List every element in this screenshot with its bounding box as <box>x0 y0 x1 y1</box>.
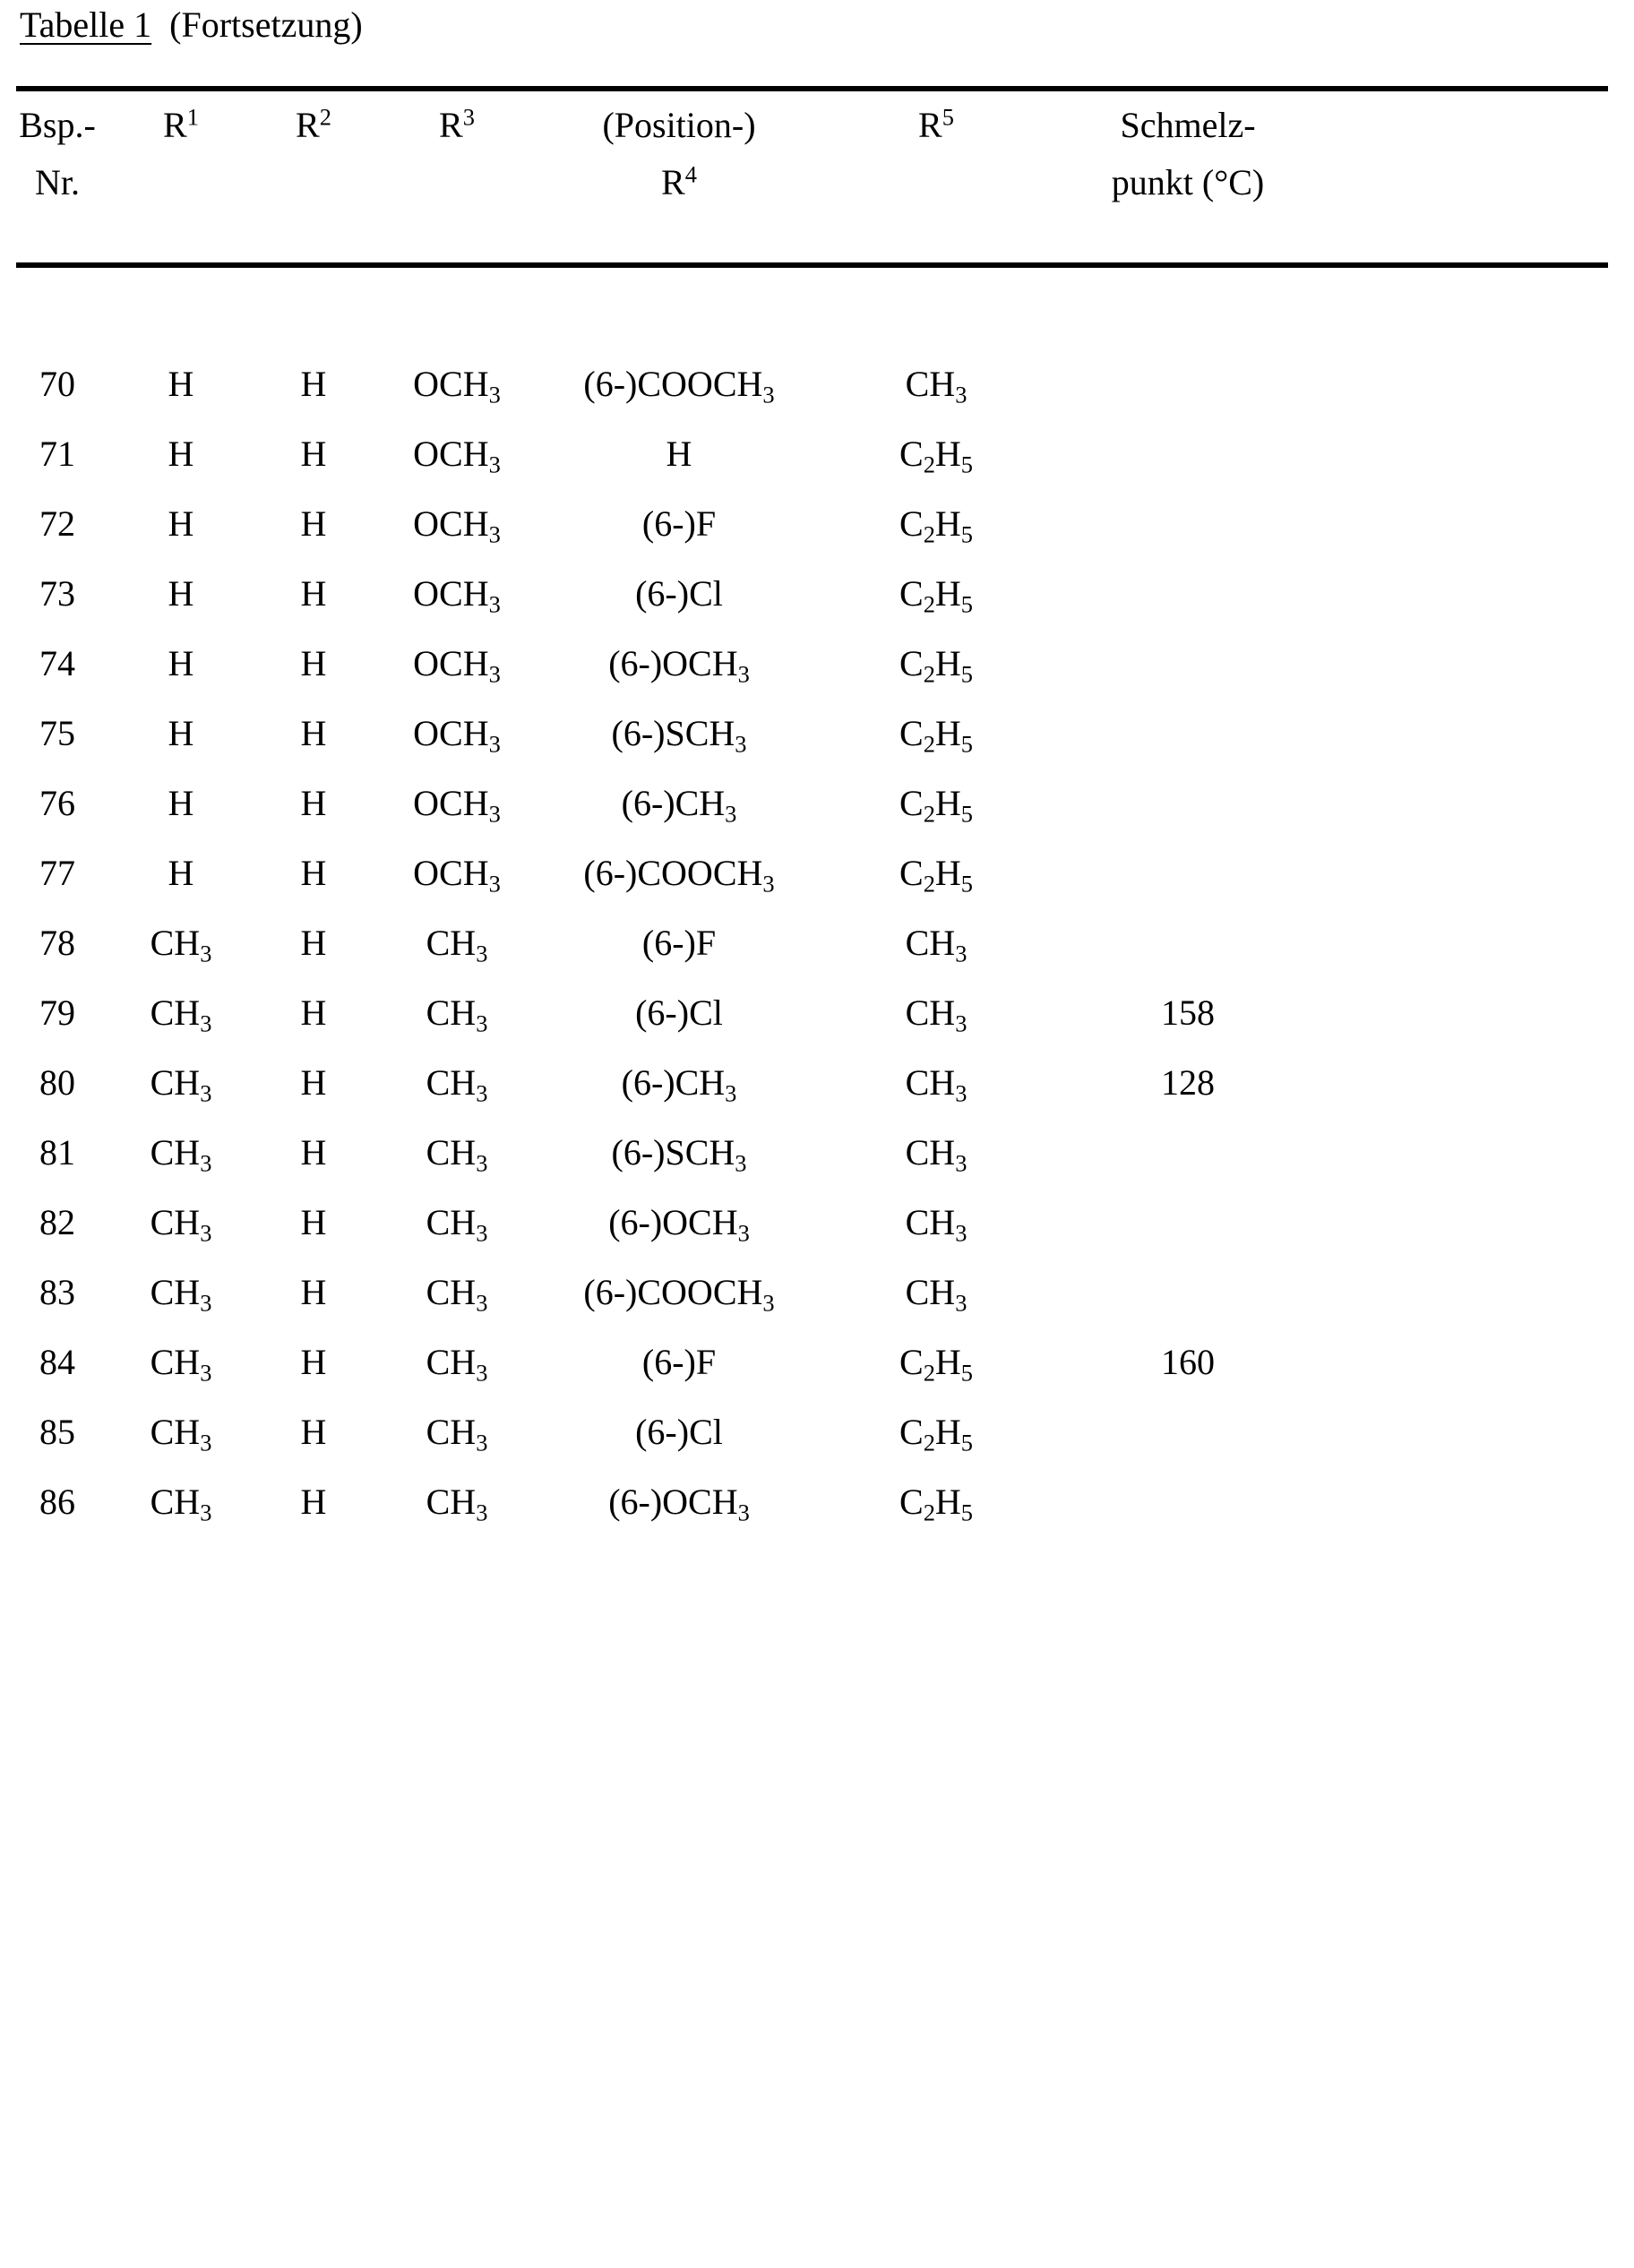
cell-pad <box>1328 838 1634 908</box>
cell-mp <box>1048 699 1328 769</box>
cell-r5: $CH_3$ <box>905 923 968 967</box>
table-row <box>0 1118 1634 1188</box>
cell-r1: $CH_3$ <box>150 1272 212 1317</box>
cell-r2: H <box>300 923 327 963</box>
col-header-bsp-nr-text2: Nr. <box>35 162 80 202</box>
cell-pad <box>1328 1188 1634 1258</box>
cell-r5: $CH_3$ <box>905 992 968 1037</box>
cell-r4: H <box>666 434 692 474</box>
table-header-grid <box>0 97 1634 211</box>
cell-mp <box>1048 1258 1328 1327</box>
col-header-position <box>534 97 824 154</box>
table-header <box>0 97 1634 258</box>
cell-pad <box>1328 978 1634 1048</box>
cell-r5: $C_2H_5$ <box>899 853 973 898</box>
cell-r4: $(6-)CH_3$ <box>621 1062 737 1107</box>
cell-r5: $C_2H_5$ <box>899 643 973 688</box>
cell-r3: $CH_3$ <box>426 1062 488 1107</box>
cell-mp <box>1048 1188 1328 1258</box>
table-header-row-1 <box>0 97 1634 154</box>
cell-r4: (6-)Cl <box>635 573 723 614</box>
cell-r4: $(6-)SCH_3$ <box>611 1132 747 1177</box>
cell-mp <box>1048 419 1328 489</box>
cell-r4: $(6-)OCH_3$ <box>608 643 750 688</box>
cell-r3: $CH_3$ <box>426 992 488 1037</box>
header-top-rule <box>16 86 1608 91</box>
cell-r4: (6-)Cl <box>635 1412 723 1452</box>
cell-mp <box>1048 1467 1328 1537</box>
cell-r2: H <box>300 1342 327 1382</box>
table-body-grid <box>0 296 1634 1537</box>
cell-r2: H <box>300 1202 327 1242</box>
cell-mp <box>1048 908 1328 978</box>
col-header-r2-line2 <box>247 154 380 211</box>
cell-r3: $CH_3$ <box>426 1412 488 1456</box>
cell-pad <box>1328 1258 1634 1327</box>
col-header-r4-superscript: 4 <box>684 160 697 188</box>
table-row <box>0 1397 1634 1467</box>
cell-r2: H <box>300 992 327 1033</box>
cell-r5: $C_2H_5$ <box>899 1482 973 1526</box>
cell-r3: $CH_3$ <box>426 923 488 967</box>
cell-nr: 85 <box>39 1412 75 1452</box>
cell-pad <box>1328 1467 1634 1537</box>
col-header-r2-text: R <box>296 105 320 145</box>
cell-mp <box>1048 559 1328 629</box>
table-row <box>0 489 1634 559</box>
header-pad-cell-2 <box>1328 154 1634 211</box>
cell-r2: H <box>300 783 327 823</box>
cell-r4: (6-)F <box>641 503 717 544</box>
cell-r3: $CH_3$ <box>426 1202 488 1247</box>
table-caption-title: Tabelle 1 <box>20 4 152 45</box>
cell-pad <box>1328 908 1634 978</box>
cell-r5: $CH_3$ <box>905 1202 968 1247</box>
cell-r1: H <box>168 783 194 823</box>
cell-nr: 76 <box>39 783 75 823</box>
cell-nr: 82 <box>39 1202 75 1242</box>
cell-r2: H <box>300 503 327 544</box>
cell-mp <box>1048 769 1328 838</box>
col-header-r1-text: R <box>163 105 187 145</box>
cell-r1: H <box>168 713 194 753</box>
col-header-bsp-nr-text: Bsp.- <box>19 105 96 145</box>
cell-pad <box>1328 629 1634 699</box>
col-header-melting-point-line2 <box>1048 154 1328 211</box>
cell-nr: 70 <box>39 364 75 404</box>
col-header-r5 <box>824 97 1048 154</box>
cell-r2: H <box>300 1412 327 1452</box>
cell-r2: H <box>300 1132 327 1173</box>
col-header-r5-line2 <box>824 154 1048 211</box>
cell-r1: H <box>168 643 194 683</box>
cell-r4: (6-)F <box>641 1342 717 1382</box>
cell-pad <box>1328 1048 1634 1118</box>
col-header-r3-text: R <box>439 105 463 145</box>
col-header-melting-point-text2: punkt (°C) <box>1111 162 1265 202</box>
cell-r1: H <box>168 434 194 474</box>
cell-pad <box>1328 699 1634 769</box>
cell-nr: 81 <box>39 1132 75 1173</box>
cell-r3: $CH_3$ <box>426 1132 488 1177</box>
cell-r1: $CH_3$ <box>150 1482 212 1526</box>
cell-r4: $(6-)COOCH_3$ <box>583 1272 775 1317</box>
cell-r5: $C_2H_5$ <box>899 783 973 828</box>
cell-pad <box>1328 419 1634 489</box>
col-header-r2 <box>247 97 380 154</box>
cell-pad <box>1328 559 1634 629</box>
col-header-r3 <box>380 97 534 154</box>
cell-r4: $(6-)OCH_3$ <box>608 1482 750 1526</box>
cell-nr: 80 <box>39 1062 75 1103</box>
cell-r2: H <box>300 434 327 474</box>
table-body-spacer <box>0 296 1634 349</box>
cell-r3: $OCH_3$ <box>413 434 501 478</box>
cell-nr: 73 <box>39 573 75 614</box>
cell-r3: $OCH_3$ <box>413 713 501 758</box>
cell-r1: $CH_3$ <box>150 992 212 1037</box>
table-row <box>0 1258 1634 1327</box>
cell-r3: $CH_3$ <box>426 1272 488 1317</box>
cell-r4: $(6-)COOCH_3$ <box>583 364 775 408</box>
cell-r5: $C_2H_5$ <box>899 1412 973 1456</box>
cell-r2: H <box>300 643 327 683</box>
table-row <box>0 699 1634 769</box>
cell-r1: $CH_3$ <box>150 1062 212 1107</box>
cell-mp <box>1048 1397 1328 1467</box>
cell-pad <box>1328 1327 1634 1397</box>
cell-r2: H <box>300 1482 327 1522</box>
col-header-r5-text: R <box>918 105 942 145</box>
table-row <box>0 559 1634 629</box>
col-header-r1 <box>115 97 247 154</box>
cell-r3: $OCH_3$ <box>413 503 501 548</box>
table-header-row-2 <box>0 154 1634 211</box>
cell-r4: $(6-)COOCH_3$ <box>583 853 775 898</box>
cell-r1: H <box>168 853 194 893</box>
col-header-r4-text: R <box>661 162 685 202</box>
cell-r1: H <box>168 364 194 404</box>
col-header-melting-point-text1: Schmelz- <box>1120 105 1256 145</box>
cell-r1: $CH_3$ <box>150 1202 212 1247</box>
cell-r5: $C_2H_5$ <box>899 1342 973 1387</box>
header-pad-cell <box>1328 97 1634 154</box>
cell-r1: $CH_3$ <box>150 1132 212 1177</box>
cell-pad <box>1328 1397 1634 1467</box>
table-row <box>0 1188 1634 1258</box>
cell-r3: $OCH_3$ <box>413 364 501 408</box>
cell-r5: $CH_3$ <box>905 1272 968 1317</box>
cell-nr: 75 <box>39 713 75 753</box>
cell-mp: 160 <box>1161 1342 1215 1382</box>
table-row <box>0 838 1634 908</box>
cell-pad <box>1328 1118 1634 1188</box>
table-row <box>0 419 1634 489</box>
table-caption-suffix: (Fortsetzung) <box>169 4 363 45</box>
cell-nr: 83 <box>39 1272 75 1312</box>
cell-nr: 77 <box>39 853 75 893</box>
cell-pad <box>1328 769 1634 838</box>
cell-nr: 79 <box>39 992 75 1033</box>
cell-nr: 74 <box>39 643 75 683</box>
cell-mp <box>1048 629 1328 699</box>
table-row <box>0 1048 1634 1118</box>
cell-pad <box>1328 489 1634 559</box>
cell-r5: $C_2H_5$ <box>899 573 973 618</box>
cell-r4: $(6-)SCH_3$ <box>611 713 747 758</box>
cell-mp <box>1048 1118 1328 1188</box>
cell-r5: $C_2H_5$ <box>899 503 973 548</box>
table-row <box>0 1327 1634 1397</box>
cell-nr: 78 <box>39 923 75 963</box>
cell-nr: 72 <box>39 503 75 544</box>
cell-r3: $OCH_3$ <box>413 643 501 688</box>
cell-r5: $CH_3$ <box>905 1132 968 1177</box>
col-header-position-text: (Position-) <box>602 105 756 145</box>
table-row <box>0 349 1634 419</box>
cell-r2: H <box>300 364 327 404</box>
table-body <box>0 296 1634 1537</box>
cell-mp: 158 <box>1161 992 1215 1033</box>
col-header-bsp-nr-line2 <box>0 154 115 211</box>
cell-mp <box>1048 489 1328 559</box>
cell-r3: $CH_3$ <box>426 1342 488 1387</box>
table-row <box>0 978 1634 1048</box>
col-header-bsp-nr-line1 <box>0 97 115 154</box>
cell-pad <box>1328 349 1634 419</box>
table-row <box>0 769 1634 838</box>
cell-r3: $OCH_3$ <box>413 573 501 618</box>
cell-r5: $CH_3$ <box>905 1062 968 1107</box>
cell-r3: $CH_3$ <box>426 1482 488 1526</box>
cell-mp: 128 <box>1161 1062 1215 1103</box>
cell-r5: $C_2H_5$ <box>899 434 973 478</box>
cell-r1: $CH_3$ <box>150 1342 212 1387</box>
table-row <box>0 1467 1634 1537</box>
header-bottom-rule <box>16 262 1608 268</box>
cell-r1: H <box>168 573 194 614</box>
cell-r1: $CH_3$ <box>150 1412 212 1456</box>
cell-r5: $CH_3$ <box>905 364 968 408</box>
table-row <box>0 908 1634 978</box>
cell-r3: $OCH_3$ <box>413 783 501 828</box>
cell-nr: 84 <box>39 1342 75 1382</box>
cell-r4: $(6-)OCH_3$ <box>608 1202 750 1247</box>
cell-r2: H <box>300 853 327 893</box>
cell-r4: $(6-)CH_3$ <box>621 783 737 828</box>
table-row <box>0 629 1634 699</box>
cell-mp <box>1048 838 1328 908</box>
cell-nr: 71 <box>39 434 75 474</box>
table-caption <box>20 4 363 45</box>
cell-nr: 86 <box>39 1482 75 1522</box>
col-header-r1-line2 <box>115 154 247 211</box>
cell-r3: $OCH_3$ <box>413 853 501 898</box>
col-header-r2-superscript: 2 <box>319 103 331 131</box>
cell-mp <box>1048 349 1328 419</box>
col-header-melting-point-line1 <box>1048 97 1328 154</box>
cell-r4: (6-)F <box>641 923 717 963</box>
cell-r1: H <box>168 503 194 544</box>
cell-r2: H <box>300 573 327 614</box>
col-header-r4 <box>534 154 824 211</box>
col-header-r3-line2 <box>380 154 534 211</box>
cell-r2: H <box>300 1062 327 1103</box>
cell-r5: $C_2H_5$ <box>899 713 973 758</box>
col-header-r1-superscript: 1 <box>186 103 199 131</box>
cell-r1: $CH_3$ <box>150 923 212 967</box>
col-header-r5-superscript: 5 <box>942 103 954 131</box>
cell-r2: H <box>300 1272 327 1312</box>
col-header-r3-superscript: 3 <box>462 103 475 131</box>
cell-r2: H <box>300 713 327 753</box>
cell-r4: (6-)Cl <box>635 992 723 1033</box>
